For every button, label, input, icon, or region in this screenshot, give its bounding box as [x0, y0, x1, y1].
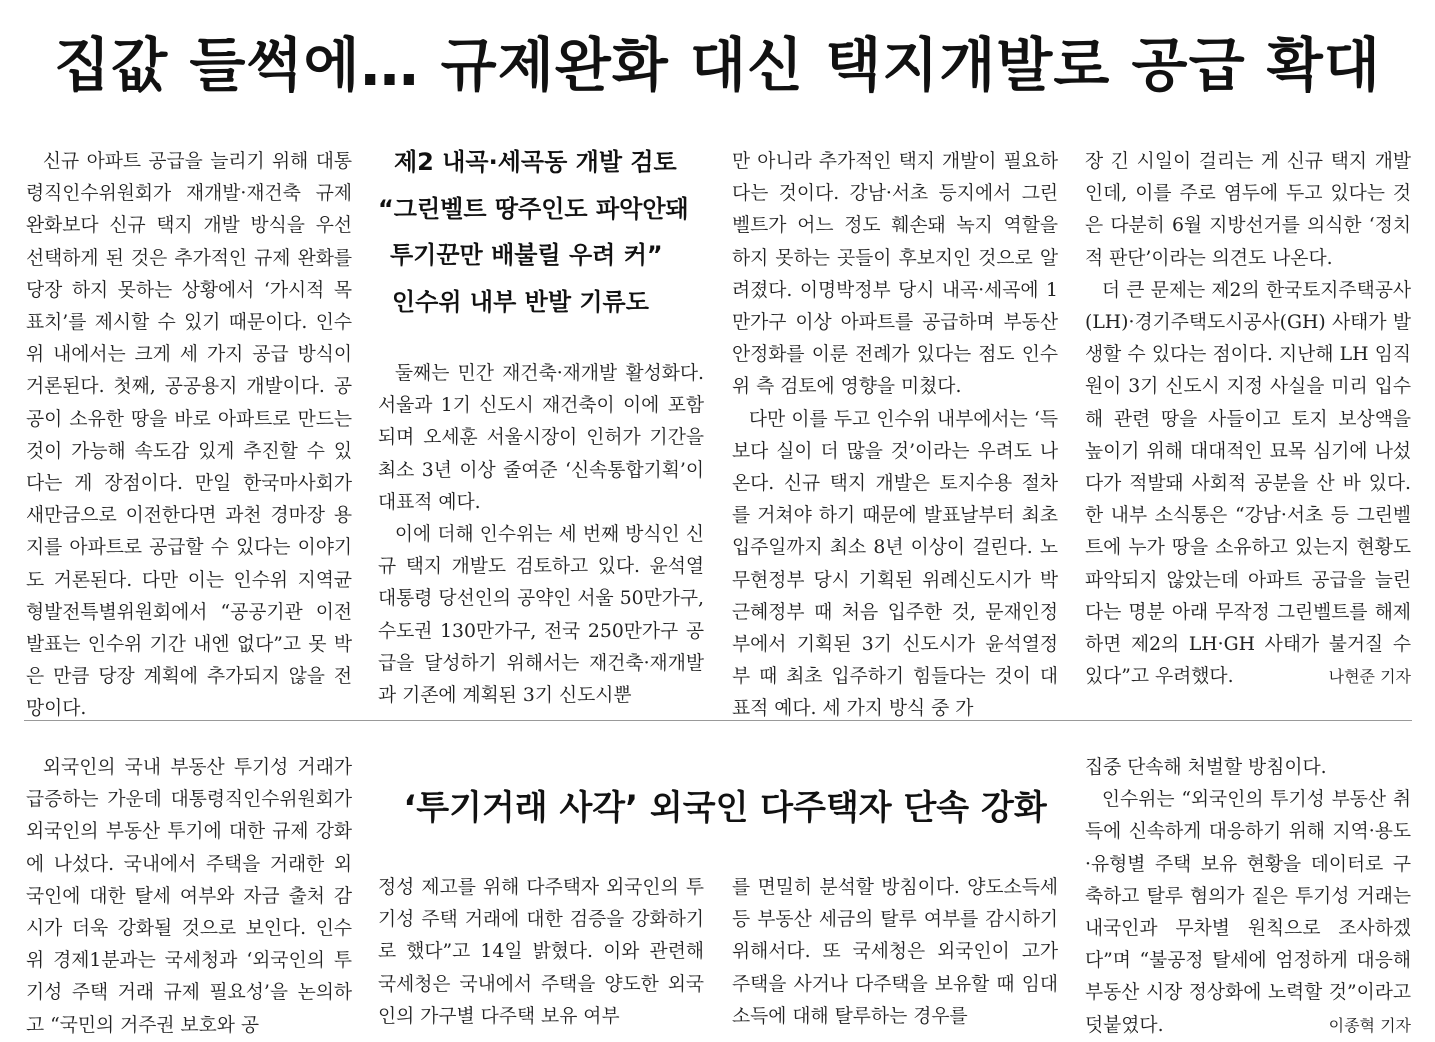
article2-column-1 — [26, 752, 352, 1042]
article2-headline: ‘투기거래 사각’ 외국인 다주택자 단속 강화 — [403, 788, 1047, 828]
article2-byline: 이종혁 기자 — [1328, 1015, 1411, 1035]
article2-col1-paragraph: 외국인의 국내 부동산 투기성 거래가 급증하는 가운데 대통령직인수위원회가 외국인의 부동산 투기에 대한 규제 강화에 나섰다. 국내에서 주택을 거래한 외국인에 대한 탈세 여부와 자금 출처 감시가 더욱 강화될 것으로 보인다. 인수위 경제1분과는 국세청과 ‘외국인의 투기성 주택 거래 규제 필요성’을 논의하고 “국민의 거주권 보호와 공 — [26, 757, 352, 1036]
article2-column-2 — [378, 872, 704, 1033]
article2-col4-paragraph-1: 집중 단속해 처벌할 방침이다. — [1085, 757, 1327, 778]
article1-subhead-1: 제2 내곡·세곡동 개발 검토 — [394, 148, 677, 176]
article1-col4-paragraph-2: 더 큰 문제는 제2의 한국토지주택공사(LH)·경기주택도시공사(GH) 사태가 발생할 수 있다는 점이다. 지난해 LH 임직원이 3기 신도시 지정 사실을 미리 입수해 관련 땅을 사들이고 토지 보상액을 높이기 위해 대대적인 묘목 심기에 나섰다가 적발돼 사회적 공분을 산 바 있다. 한 내부 소식통은 “강남·서초 등 그린벨트에 누가 땅을 소유하고 있는지 현황도 파악되지 않았는데 아파트 공급을 늘린다는 명분 아래 무작정 그린벨트를 해제하면 제2의 LH·GH 사태가 불거질 수 있다”고 우려했다. — [1085, 279, 1411, 688]
article1-subhead-3: 투기꾼만 배불릴 우려 커” — [390, 241, 663, 269]
article2-column-3 — [732, 872, 1058, 1033]
article1-col2-paragraph-2: 이에 더해 인수위는 세 번째 방식인 신규 택지 개발도 검토하고 있다. 윤석열 대통령 당선인의 공약인 서울 50만가구, 수도권 130만가구, 전국 250만가구 공급을 달성하기 위해서는 재건축·재개발과 기존에 계획된 3기 신도시뿐 — [378, 524, 704, 707]
article2-column-4 — [1085, 752, 1411, 1042]
article1-col3-paragraph-2: 다만 이를 두고 인수위 내부에서는 ‘득보다 실이 더 많을 것’이라는 우려도 나온다. 신규 택지 개발은 토지수용 절차를 거쳐야 하기 때문에 발표날부터 최초 입주일까지 최소 8년 이상이 걸린다. 노무현정부 당시 기획된 위례신도시가 박근혜정부 때 처음 입주한 것, 문재인정부에서 기획된 3기 신도시가 윤석열정부 때 최초 입주하기 힘들다는 것이 대표적 예다. 세 가지 방식 중 가 — [732, 408, 1058, 720]
article1-col4-paragraph-1: 장 긴 시일이 걸리는 게 신규 택지 개발인데, 이를 주로 염두에 두고 있다는 것은 다분히 6월 지방선거를 의식한 ‘정치적 판단’이라는 의견도 나온다. — [1085, 151, 1411, 269]
article1-col3-paragraph-1: 만 아니라 추가적인 택지 개발이 필요하다는 것이다. 강남·서초 등지에서 그린벨트가 어느 정도 훼손돼 녹지 역할을 하지 못하는 곳들이 후보지인 것으로 알려졌다. 이명박정부 당시 내곡·세곡에 1만가구 이상 아파트를 공급하며 부동산 안정화를 이룬 전례가 있다는 점도 인수위 측 검토에 영향을 미쳤다. — [732, 151, 1058, 398]
article1-column-2 — [378, 358, 704, 712]
article-divider — [24, 720, 1412, 721]
article1-byline: 나현준 기자 — [1328, 667, 1411, 687]
article1-col1-paragraph: 신규 아파트 공급을 늘리기 위해 대통령직인수위원회가 재개발·재건축 규제 완화보다 신규 택지 개발 방식을 우선 선택하게 된 것은 추가적인 규제 완화를 당장 하지 못하는 상황에서 ‘가시적 목표치’를 제시할 수 있기 때문이다. 인수위 내에서는 크게 세 가지 공급 방식이 거론된다. 첫째, 공공용지 개발이다. 공공이 소유한 땅을 바로 아파트로 만드는 것이 가능해 속도감 있게 추진할 수 있다는 게 장점이다. 만일 한국마사회가 새만금으로 이전한다면 과천 경마장 용지를 아파트로 공급할 수 있다는 이야기도 거론된다. 다만 이는 인수위 지역균형발전특별위원회에서 “공공기관 이전 발표는 인수위 기간 내엔 없다”고 못 박은 만큼 당장 계획에 추가되지 않을 전망이다. — [26, 151, 352, 720]
article1-subhead-2: “그린벨트 땅주인도 파악안돼 — [378, 195, 689, 223]
article1-column-1 — [26, 146, 352, 726]
article1-column-4 — [1085, 146, 1411, 693]
article2-col2-paragraph: 정성 제고를 위해 다주택자 외국인의 투기성 주택 거래에 대한 검증을 강화하기로 했다”고 14일 밝혔다. 이와 관련해 국세청은 국내에서 주택을 양도한 외국인의 가구별 다주택 보유 여부 — [378, 877, 704, 1027]
article1-subhead-4: 인수위 내부 반발 기류도 — [392, 288, 649, 316]
article1-headline: 집값 들썩에… 규제완화 대신 택지개발로 공급 확대 — [54, 31, 1381, 99]
article2-col3-paragraph: 를 면밀히 분석할 방침이다. 양도소득세 등 부동산 세금의 탈루 여부를 감시하기 위해서다. 또 국세청은 외국인이 고가 주택을 사거나 다주택을 보유할 때 임대소득에 대해 탈루하는 경우를 — [732, 877, 1058, 1027]
article2-col4-paragraph-2: 인수위는 “외국인의 투기성 부동산 취득에 신속하게 대응하기 위해 지역·용도·유형별 주택 보유 현황을 데이터로 구축하고 탈루 혐의가 짙은 투기성 거래는 내국인과 무차별 원칙으로 조사하겠다”며 “불공정 탈세에 엄정하게 대응해 부동산 시장 정상화에 노력할 것”이라고 덧붙였다. — [1085, 789, 1411, 1036]
article1-col2-paragraph-1: 둘째는 민간 재건축·재개발 활성화다. 서울과 1기 신도시 재건축이 이에 포함되며 오세훈 서울시장이 인허가 기간을 최소 3년 이상 줄여준 ‘신속통합기획’이 대표적 예다. — [378, 363, 704, 513]
article1-column-3 — [732, 146, 1058, 726]
